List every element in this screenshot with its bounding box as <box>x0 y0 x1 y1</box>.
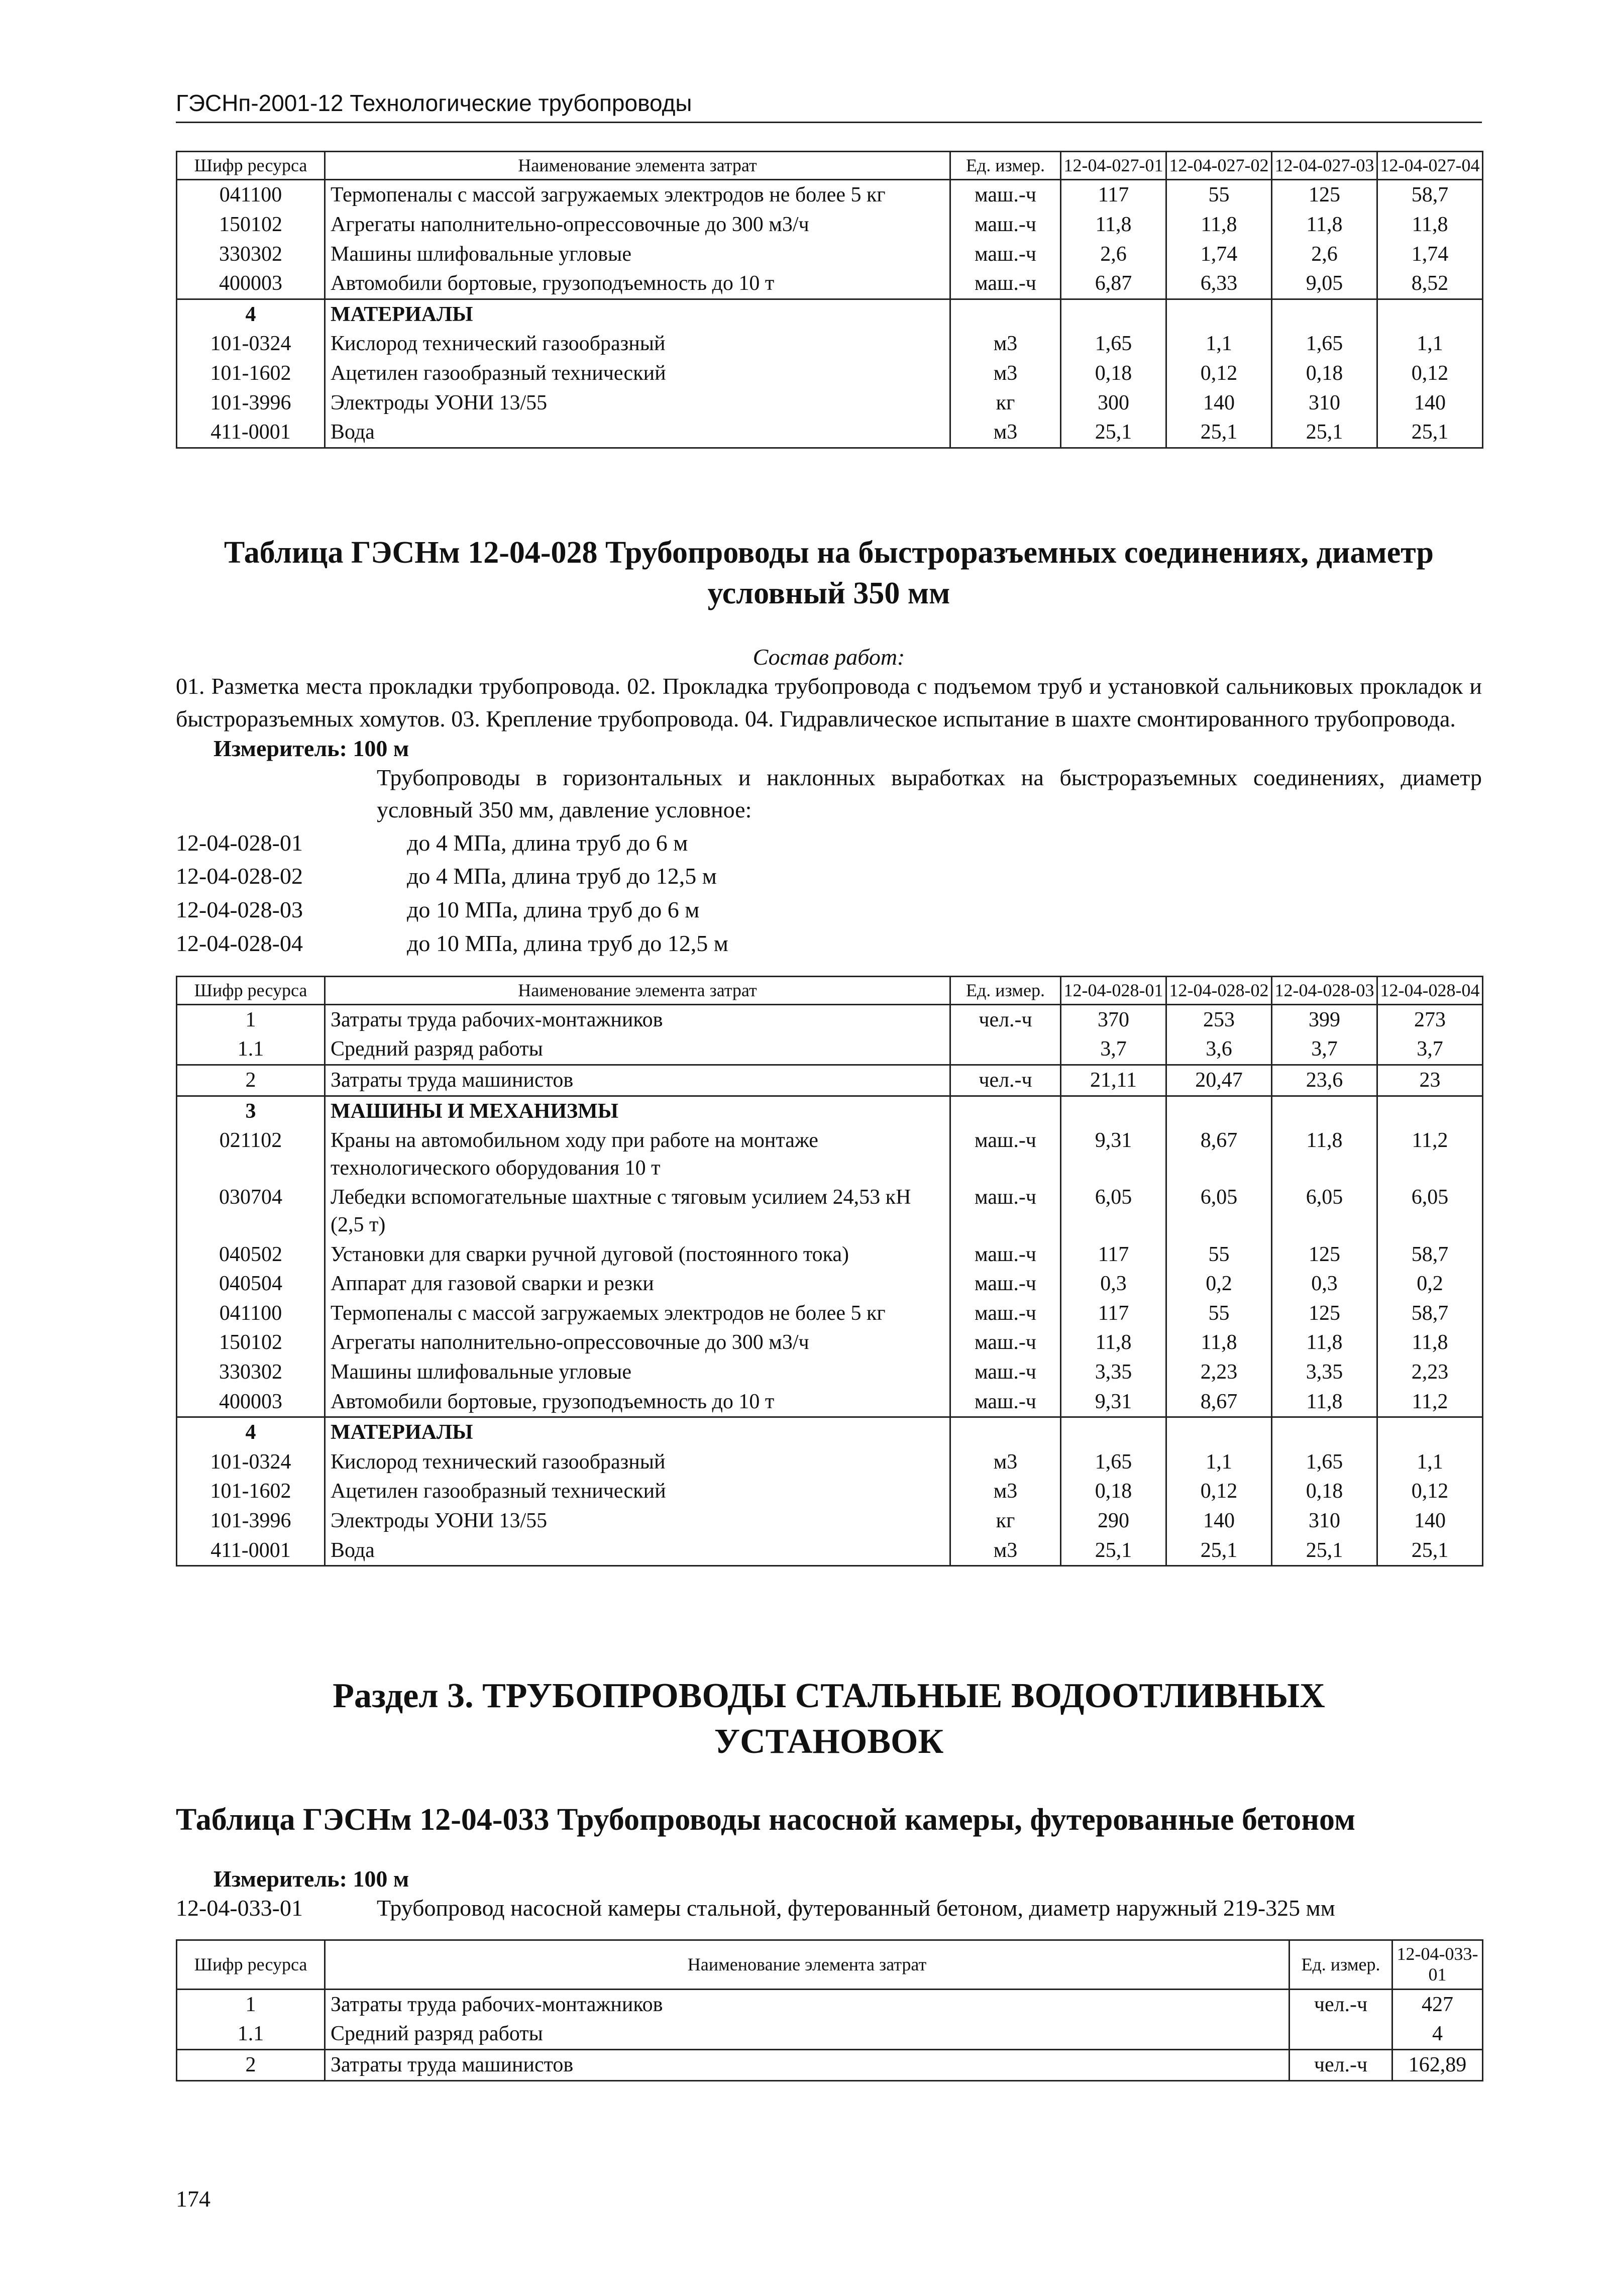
cell-value: 3,7 <box>1272 1034 1377 1065</box>
cell-value <box>1272 1417 1377 1447</box>
cell-value: 125 <box>1272 1299 1377 1328</box>
cell-value: 370 <box>1061 1004 1166 1034</box>
variant-item <box>176 927 1482 961</box>
cell-value: 0,18 <box>1272 1477 1377 1506</box>
cell-unit <box>950 299 1061 329</box>
table-row <box>177 1269 1483 1299</box>
cell-code: 1.1 <box>177 1034 325 1065</box>
cell-code: 101-3996 <box>177 388 325 418</box>
cell-code: 2 <box>177 1065 325 1096</box>
cell-name: Вода <box>325 1536 950 1566</box>
cell-value: 3,7 <box>1377 1034 1483 1065</box>
cell-unit <box>950 1034 1061 1065</box>
table-row <box>177 329 1483 359</box>
col-header-name: Наименование элемента затрат <box>325 976 950 1004</box>
resource-table-028 <box>176 976 1483 1567</box>
col-header-variant: 12-04-027-02 <box>1166 152 1272 180</box>
table-row <box>177 1989 1483 2019</box>
table-row <box>177 1358 1483 1387</box>
cell-unit: маш.-ч <box>950 1126 1061 1183</box>
cell-value: 25,1 <box>1166 1536 1272 1566</box>
cell-unit <box>950 1417 1061 1447</box>
col-header-name: Наименование элемента затрат <box>325 1940 1290 1989</box>
cell-name: Электроды УОНИ 13/55 <box>325 388 950 418</box>
cell-unit: чел.-ч <box>950 1065 1061 1096</box>
col-header-variant: 12-04-027-03 <box>1272 152 1377 180</box>
cell-value: 140 <box>1166 1506 1272 1536</box>
cell-name: Затраты труда машинистов <box>325 2049 1290 2080</box>
cell-name: Краны на автомобильном ходу при работе на монтаже технологического оборудования 10 т <box>325 1126 950 1183</box>
cell-code: 101-3996 <box>177 1506 325 1536</box>
variant-text: до 4 МПа, длина труб до 12,5 м <box>407 863 717 889</box>
cell-name: Электроды УОНИ 13/55 <box>325 1506 950 1536</box>
cell-name: Ацетилен газообразный технический <box>325 1477 950 1506</box>
variant-code: 12-04-028-04 <box>176 930 303 956</box>
table-header-row <box>177 976 1483 1004</box>
cell-code: 4 <box>177 299 325 329</box>
cell-name: Термопеналы с массой загружаемых электродов не более 5 кг <box>325 180 950 210</box>
cell-value: 20,47 <box>1166 1065 1272 1096</box>
table-row <box>177 180 1483 210</box>
resource-table-033 <box>176 1939 1483 2081</box>
cell-name: Автомобили бортовые, грузоподъемность до 10 т <box>325 269 950 299</box>
cell-value: 58,7 <box>1377 1240 1483 1270</box>
cell-unit: маш.-ч <box>950 1358 1061 1387</box>
cell-code: 030704 <box>177 1183 325 1239</box>
cell-value <box>1166 1096 1272 1126</box>
running-header: ГЭСНп-2001-12 Технологические трубопроводы <box>176 89 1482 123</box>
table-title: Таблица ГЭСНм 12-04-028 Трубопроводы на быстроразъемных соединениях, диаметр условный 350 мм <box>224 536 1434 610</box>
cell-value <box>1272 1096 1377 1126</box>
cell-unit: маш.-ч <box>950 1183 1061 1239</box>
variant-text: до 10 МПа, длина труб до 6 м <box>407 897 700 923</box>
variants-list <box>176 826 1482 961</box>
cell-value: 0,12 <box>1166 359 1272 388</box>
table-row <box>177 1536 1483 1566</box>
variant-item <box>176 893 1482 927</box>
cell-value: 11,2 <box>1377 1387 1483 1417</box>
cell-name: Ацетилен газообразный технический <box>325 359 950 388</box>
cell-code: 150102 <box>177 1328 325 1358</box>
cell-value: 11,8 <box>1166 1328 1272 1358</box>
cell-name: Средний разряд работы <box>325 2019 1290 2049</box>
col-header-unit: Ед. измер. <box>950 976 1061 1004</box>
cell-value: 162,89 <box>1392 2049 1483 2080</box>
cell-value: 2,23 <box>1377 1358 1483 1387</box>
table-body <box>177 1989 1483 2080</box>
cell-value: 25,1 <box>1166 418 1272 448</box>
cell-value: 21,11 <box>1061 1065 1166 1096</box>
cell-value: 3,35 <box>1061 1358 1166 1387</box>
col-header-code: Шифр ресурса <box>177 976 325 1004</box>
cell-name: МАШИНЫ И МЕХАНИЗМЫ <box>325 1096 950 1126</box>
cell-value: 2,6 <box>1272 240 1377 269</box>
table-row <box>177 418 1483 448</box>
cell-value: 290 <box>1061 1506 1166 1536</box>
table-row <box>177 1477 1483 1506</box>
cell-value: 25,1 <box>1061 1536 1166 1566</box>
cell-code: 040504 <box>177 1269 325 1299</box>
cell-code: 101-0324 <box>177 329 325 359</box>
cell-value <box>1061 299 1166 329</box>
cell-value: 273 <box>1377 1004 1483 1034</box>
cell-value: 8,67 <box>1166 1387 1272 1417</box>
table-row <box>177 1034 1483 1065</box>
cell-value: 310 <box>1272 388 1377 418</box>
cell-value <box>1061 1096 1166 1126</box>
cell-unit: чел.-ч <box>1290 2049 1392 2080</box>
cell-value: 9,31 <box>1061 1387 1166 1417</box>
cell-value <box>1166 299 1272 329</box>
table-row <box>177 1328 1483 1358</box>
cell-code: 3 <box>177 1096 325 1126</box>
cell-value: 58,7 <box>1377 180 1483 210</box>
cell-code: 101-1602 <box>177 1477 325 1506</box>
cell-name: Лебедки вспомогательные шахтные с тяговым усилием 24,53 кН (2,5 т) <box>325 1183 950 1239</box>
cell-name: Автомобили бортовые, грузоподъемность до 10 т <box>325 1387 950 1417</box>
variant-code: 12-04-028-03 <box>176 897 303 923</box>
cell-value <box>1061 1417 1166 1447</box>
cell-value: 8,52 <box>1377 269 1483 299</box>
cell-value: 1,65 <box>1272 1447 1377 1477</box>
cell-value: 0,12 <box>1377 1477 1483 1506</box>
table-row <box>177 1387 1483 1417</box>
table-row <box>177 2049 1483 2080</box>
cell-value: 23,6 <box>1272 1065 1377 1096</box>
cell-value: 9,31 <box>1061 1126 1166 1183</box>
cell-code: 2 <box>177 2049 325 2080</box>
measure-line <box>176 735 1482 762</box>
section-title-line2: УСТАНОВОК <box>714 1722 944 1761</box>
cell-value: 25,1 <box>1272 418 1377 448</box>
cell-code: 1 <box>177 1989 325 2019</box>
cell-value: 9,05 <box>1272 269 1377 299</box>
variant-item <box>176 826 1482 860</box>
cell-code: 040502 <box>177 1240 325 1270</box>
variant-code: 12-04-033-01 <box>176 1895 303 1921</box>
measure-value: 100 м <box>353 735 409 761</box>
cell-value: 310 <box>1272 1506 1377 1536</box>
cell-code: 411-0001 <box>177 1536 325 1566</box>
cell-unit: м3 <box>950 1536 1061 1566</box>
cell-code: 411-0001 <box>177 418 325 448</box>
cell-value: 125 <box>1272 180 1377 210</box>
cell-value: 11,8 <box>1166 210 1272 240</box>
cell-value: 6,05 <box>1166 1183 1272 1239</box>
cell-value: 1,1 <box>1166 329 1272 359</box>
cell-unit: м3 <box>950 418 1061 448</box>
cell-value: 125 <box>1272 1240 1377 1270</box>
cell-value: 23 <box>1377 1065 1483 1096</box>
cell-value: 11,8 <box>1272 210 1377 240</box>
cell-unit: кг <box>950 1506 1061 1536</box>
cell-code: 041100 <box>177 180 325 210</box>
cell-code: 021102 <box>177 1126 325 1183</box>
page-number: 174 <box>176 2186 210 2212</box>
cell-value <box>1377 1096 1483 1126</box>
table-row <box>177 299 1483 329</box>
cell-name: Установки для сварки ручной дуговой (постоянного тока) <box>325 1240 950 1270</box>
cell-value: 3,7 <box>1061 1034 1166 1065</box>
cell-value: 300 <box>1061 388 1166 418</box>
cell-value: 55 <box>1166 1240 1272 1270</box>
col-header-variant: 12-04-028-03 <box>1272 976 1377 1004</box>
table-row <box>177 1183 1483 1239</box>
cell-value: 55 <box>1166 180 1272 210</box>
cell-value: 11,8 <box>1272 1126 1377 1183</box>
cell-value: 0,2 <box>1377 1269 1483 1299</box>
table-row <box>177 1126 1483 1183</box>
cell-value: 1,74 <box>1166 240 1272 269</box>
cell-name: Машины шлифовальные угловые <box>325 1358 950 1387</box>
measure-line <box>176 1865 1482 1892</box>
composition-text: 01. Разметка места прокладки трубопровода. 02. Прокладка трубопровода с подъемом труб и установкой сальниковых прокладок и быстроразъемных хомутов. 03. Крепление трубопровода. 04. Гидравлическое испытание в шахте смонтированного трубопровода. <box>176 673 1482 732</box>
variant-text: Трубопровод насосной камеры стальной, футерованный бетоном, диаметр наружный 219-325 мм <box>377 1895 1335 1921</box>
cell-name: Агрегаты наполнительно-опрессовочные до 300 м3/ч <box>325 210 950 240</box>
cell-unit: м3 <box>950 1477 1061 1506</box>
table-row <box>177 2019 1483 2049</box>
variant-code: 12-04-028-01 <box>176 829 303 856</box>
cell-code: 150102 <box>177 210 325 240</box>
cell-name: Машины шлифовальные угловые <box>325 240 950 269</box>
cell-value: 1,65 <box>1272 329 1377 359</box>
cell-code: 1 <box>177 1004 325 1034</box>
cell-code: 4 <box>177 1417 325 1447</box>
cell-unit <box>950 1096 1061 1126</box>
cell-value <box>1166 1417 1272 1447</box>
cell-value: 6,33 <box>1166 269 1272 299</box>
table-row <box>177 1004 1483 1034</box>
cell-value: 6,05 <box>1377 1183 1483 1239</box>
cell-value: 140 <box>1377 1506 1483 1536</box>
section-title-line1: Раздел 3. ТРУБОПРОВОДЫ СТАЛЬНЫЕ ВОДООТЛИВНЫХ <box>333 1677 1325 1715</box>
table-028-section <box>176 533 1482 1567</box>
col-header-name: Наименование элемента затрат <box>325 152 950 180</box>
cell-value: 6,87 <box>1061 269 1166 299</box>
cell-unit: чел.-ч <box>1290 1989 1392 2019</box>
cell-value: 0,2 <box>1166 1269 1272 1299</box>
cell-value: 1,1 <box>1166 1447 1272 1477</box>
cell-unit: маш.-ч <box>950 240 1061 269</box>
cell-name: Затраты труда рабочих-монтажников <box>325 1004 950 1034</box>
cell-value: 1,1 <box>1377 1447 1483 1477</box>
table-body <box>177 1004 1483 1566</box>
cell-value: 0,3 <box>1272 1269 1377 1299</box>
col-header-code: Шифр ресурса <box>177 1940 325 1989</box>
cell-value <box>1272 299 1377 329</box>
variants-description: Трубопроводы в горизонтальных и наклонных выработках на быстроразъемных соединениях, диаметр условный 350 мм, давление условное: <box>377 764 1482 823</box>
cell-name: Затраты труда машинистов <box>325 1065 950 1096</box>
table-row <box>177 1447 1483 1477</box>
table-row <box>177 269 1483 299</box>
table-title: Таблица ГЭСНм 12-04-033 Трубопроводы насосной камеры, футерованные бетоном <box>176 1803 1356 1837</box>
cell-value: 140 <box>1166 388 1272 418</box>
cell-value: 140 <box>1377 388 1483 418</box>
cell-value: 117 <box>1061 180 1166 210</box>
cell-unit <box>1290 2019 1392 2049</box>
cell-name: Затраты труда рабочих-монтажников <box>325 1989 1290 2019</box>
cell-value: 11,8 <box>1061 1328 1166 1358</box>
table-header-row <box>177 1940 1483 1989</box>
cell-name: Кислород технический газообразный <box>325 1447 950 1477</box>
cell-value: 1,1 <box>1377 329 1483 359</box>
col-header-unit: Ед. измер. <box>1290 1940 1392 1989</box>
table-row <box>177 1240 1483 1270</box>
cell-unit: м3 <box>950 329 1061 359</box>
cell-value: 25,1 <box>1272 1536 1377 1566</box>
cell-value: 2,6 <box>1061 240 1166 269</box>
cell-value: 0,18 <box>1272 359 1377 388</box>
variant-text: до 10 МПа, длина труб до 12,5 м <box>407 930 728 956</box>
col-header-unit: Ед. измер. <box>950 152 1061 180</box>
cell-value: 1,65 <box>1061 329 1166 359</box>
cell-code: 400003 <box>177 269 325 299</box>
table-row <box>177 1506 1483 1536</box>
table-row <box>177 388 1483 418</box>
table-row <box>177 359 1483 388</box>
composition-title: Состав работ: <box>753 644 905 670</box>
col-header-variant: 12-04-027-01 <box>1061 152 1166 180</box>
cell-value: 25,1 <box>1061 418 1166 448</box>
cell-value: 427 <box>1392 1989 1483 2019</box>
cell-value: 253 <box>1166 1004 1272 1034</box>
cell-value <box>1377 299 1483 329</box>
cell-value: 0,3 <box>1061 1269 1166 1299</box>
cell-value: 2,23 <box>1166 1358 1272 1387</box>
col-header-code: Шифр ресурса <box>177 152 325 180</box>
cell-unit: маш.-ч <box>950 180 1061 210</box>
table-row <box>177 1065 1483 1096</box>
cell-unit: чел.-ч <box>950 1004 1061 1034</box>
cell-code: 400003 <box>177 1387 325 1417</box>
cell-unit: маш.-ч <box>950 1328 1061 1358</box>
cell-value: 0,18 <box>1061 359 1166 388</box>
cell-value: 11,8 <box>1377 210 1483 240</box>
cell-value: 3,35 <box>1272 1358 1377 1387</box>
variant-code: 12-04-028-02 <box>176 863 303 889</box>
cell-name: МАТЕРИАЛЫ <box>325 299 950 329</box>
cell-unit: маш.-ч <box>950 210 1061 240</box>
cell-value: 11,8 <box>1272 1387 1377 1417</box>
cell-value: 399 <box>1272 1004 1377 1034</box>
cell-value: 11,2 <box>1377 1126 1483 1183</box>
cell-value: 1,65 <box>1061 1447 1166 1477</box>
cell-name: Вода <box>325 418 950 448</box>
cell-unit: маш.-ч <box>950 1269 1061 1299</box>
cell-value: 55 <box>1166 1299 1272 1328</box>
cell-value: 25,1 <box>1377 1536 1483 1566</box>
table-row <box>177 1299 1483 1328</box>
cell-unit: маш.-ч <box>950 1299 1061 1328</box>
table-027-section <box>176 151 1482 449</box>
cell-name: МАТЕРИАЛЫ <box>325 1417 950 1447</box>
cell-name: Кислород технический газообразный <box>325 329 950 359</box>
cell-value: 4 <box>1392 2019 1483 2049</box>
table-row <box>177 240 1483 269</box>
cell-name: Термопеналы с массой загружаемых электродов не более 5 кг <box>325 1299 950 1328</box>
table-row <box>177 210 1483 240</box>
cell-code: 041100 <box>177 1299 325 1328</box>
measure-value: 100 м <box>353 1865 409 1892</box>
cell-value: 6,05 <box>1061 1183 1166 1239</box>
cell-code: 330302 <box>177 1358 325 1387</box>
cell-value: 6,05 <box>1272 1183 1377 1239</box>
cell-code: 330302 <box>177 240 325 269</box>
cell-unit: маш.-ч <box>950 1387 1061 1417</box>
cell-value <box>1377 1417 1483 1447</box>
cell-value: 0,18 <box>1061 1477 1166 1506</box>
cell-unit: кг <box>950 388 1061 418</box>
cell-value: 11,8 <box>1061 210 1166 240</box>
cell-value: 0,12 <box>1166 1477 1272 1506</box>
cell-value: 117 <box>1061 1299 1166 1328</box>
cell-value: 3,6 <box>1166 1034 1272 1065</box>
col-header-variant: 12-04-028-02 <box>1166 976 1272 1004</box>
col-header-variant: 12-04-033-01 <box>1392 1940 1483 1989</box>
measure-label: Измеритель: <box>213 1865 347 1892</box>
cell-value: 0,12 <box>1377 359 1483 388</box>
cell-name: Агрегаты наполнительно-опрессовочные до 300 м3/ч <box>325 1328 950 1358</box>
cell-value: 8,67 <box>1166 1126 1272 1183</box>
cell-code: 101-0324 <box>177 1447 325 1477</box>
cell-value: 117 <box>1061 1240 1166 1270</box>
cell-value: 58,7 <box>1377 1299 1483 1328</box>
cell-name: Средний разряд работы <box>325 1034 950 1065</box>
cell-value: 1,74 <box>1377 240 1483 269</box>
table-body <box>177 180 1483 448</box>
cell-unit: маш.-ч <box>950 1240 1061 1270</box>
col-header-variant: 12-04-027-04 <box>1377 152 1483 180</box>
cell-value: 25,1 <box>1377 418 1483 448</box>
measure-label: Измеритель: <box>213 735 347 761</box>
table-row <box>177 1096 1483 1126</box>
cell-name: Аппарат для газовой сварки и резки <box>325 1269 950 1299</box>
section-3 <box>176 1673 1482 2081</box>
cell-value: 11,8 <box>1377 1328 1483 1358</box>
cell-code: 1.1 <box>177 2019 325 2049</box>
cell-unit: маш.-ч <box>950 269 1061 299</box>
cell-code: 101-1602 <box>177 359 325 388</box>
variant-item <box>176 1892 1482 1924</box>
table-header-row <box>177 152 1483 180</box>
resource-table-027 <box>176 151 1483 449</box>
cell-unit: м3 <box>950 1447 1061 1477</box>
variant-item <box>176 860 1482 893</box>
col-header-variant: 12-04-028-01 <box>1061 976 1166 1004</box>
col-header-variant: 12-04-028-04 <box>1377 976 1483 1004</box>
cell-value: 11,8 <box>1272 1328 1377 1358</box>
table-row <box>177 1417 1483 1447</box>
cell-unit: м3 <box>950 359 1061 388</box>
variant-text: до 4 МПа, длина труб до 6 м <box>407 829 688 856</box>
